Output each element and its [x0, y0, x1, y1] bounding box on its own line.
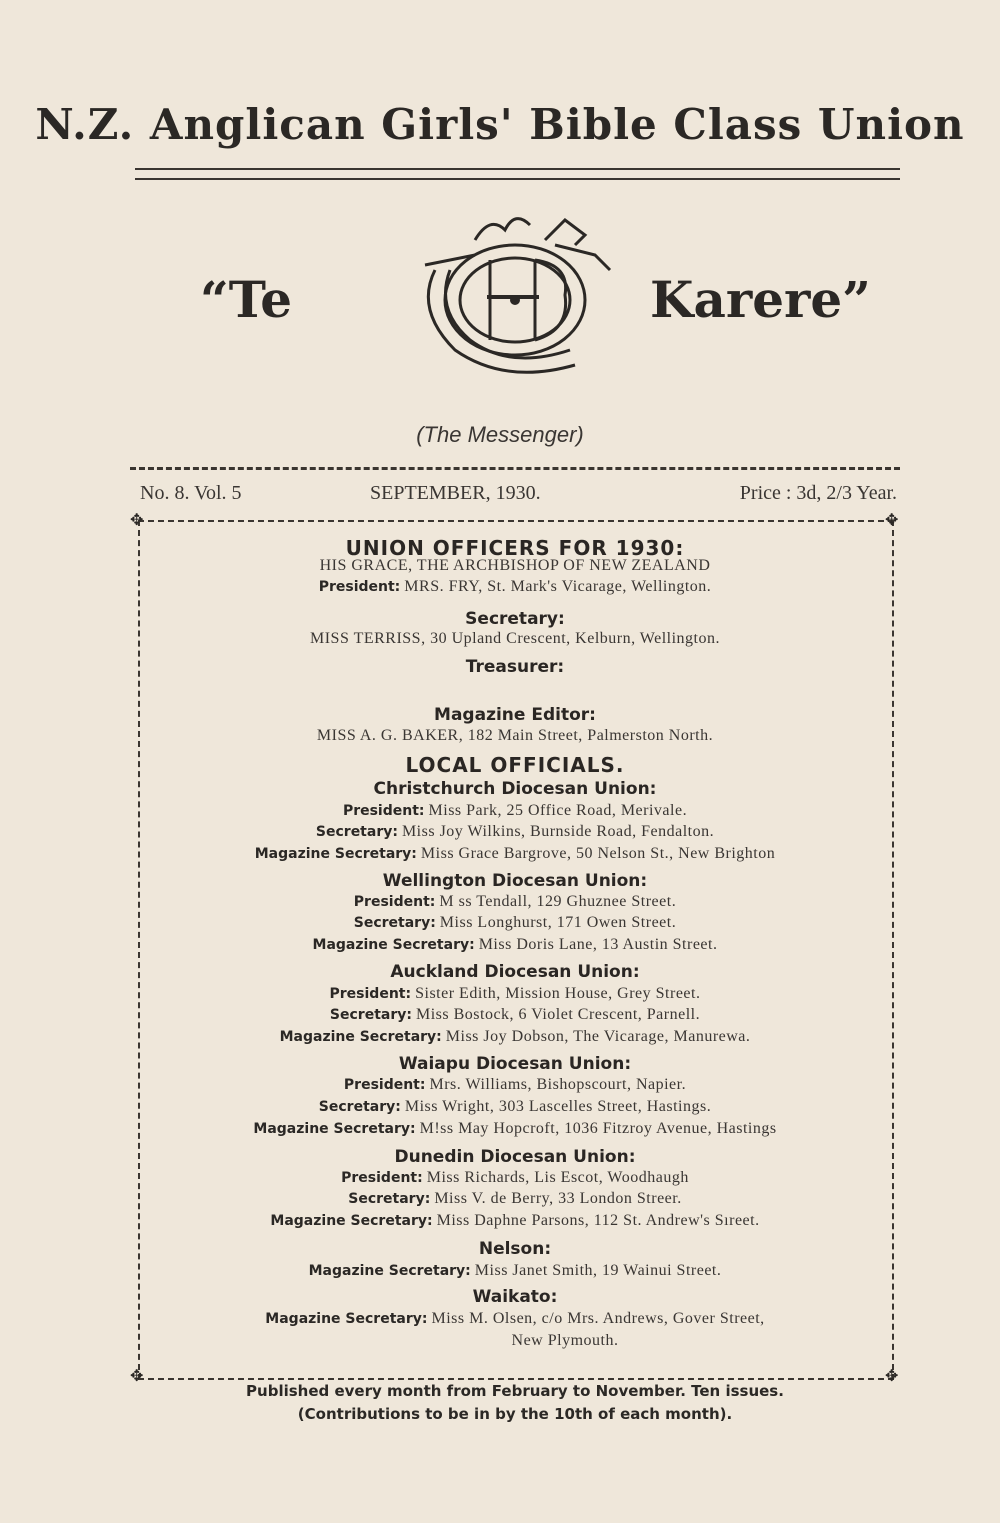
row-value: Miss Park, 25 Office Road, Merivale.: [428, 802, 688, 819]
row-label: Magazine Secretary:: [312, 937, 475, 953]
union-row: [140, 1169, 890, 1187]
row-value: Sister Edith, Mission House, Grey Street.: [415, 985, 701, 1002]
cross-fleury-ornament-icon: ✥: [885, 1368, 899, 1385]
footer-line-1: Published every month from February to November. Ten issues.: [246, 1382, 784, 1400]
union-name: Dunedin Diocesan Union:: [394, 1147, 636, 1167]
row-label: Magazine Secretary:: [253, 1121, 416, 1137]
footer-line-2: (Contributions to be in by the 10th of each month).: [297, 1405, 733, 1423]
row-label: Secretary:: [315, 824, 398, 840]
row-value: Miss Grace Bargrove, 50 Nelson St., New Brighton: [420, 845, 776, 862]
abc-monogram-emblem-icon: [395, 200, 635, 400]
row-value: Mrs. Williams, Bishopscourt, Napier.: [429, 1076, 687, 1093]
title-te: “Te: [200, 270, 293, 329]
masthead-rule: [135, 168, 900, 180]
union-row: [140, 1076, 890, 1094]
row-value: Miss Bostock, 6 Violet Crescent, Parnell.: [415, 1006, 701, 1023]
union-row: [140, 1212, 890, 1230]
union-name: Wellington Diocesan Union:: [382, 871, 648, 891]
local-officials-heading: LOCAL OFFICIALS.: [405, 753, 625, 777]
divider-top: [130, 467, 900, 470]
subtitle: (The Messenger): [416, 422, 584, 447]
row-value: Miss Daphne Parsons, 112 St. Andrew's Sıreet.: [436, 1212, 760, 1229]
union-row: [140, 802, 890, 820]
row-label: Magazine Secretary:: [279, 1029, 442, 1045]
row-value: Miss Joy Wilkins, Burnside Road, Fendalton.: [401, 823, 715, 840]
president-value: MRS. FRY, St. Mark's Vicarage, Wellington.: [404, 578, 712, 595]
row-label: Magazine Secretary:: [254, 846, 417, 862]
union-row: [140, 1190, 890, 1208]
row-label: Secretary:: [348, 1191, 431, 1207]
union-row: [140, 1310, 890, 1328]
row-value: Miss Longhurst, 171 Owen Street.: [439, 914, 677, 931]
archbishop-line: HIS GRACE, THE ARCHBISHOP OF NEW ZEALAND: [319, 557, 711, 574]
union-row: [140, 936, 890, 954]
row-value: Miss V. de Berry, 33 London Streer.: [434, 1190, 682, 1207]
union-name: Nelson:: [478, 1239, 552, 1259]
row-label: Secretary:: [318, 1099, 401, 1115]
union-row: [140, 1028, 890, 1046]
row-label: Magazine Secretary:: [270, 1213, 433, 1229]
row-label: President:: [342, 803, 425, 819]
row-value: Miss Richards, Lis Escot, Woodhaugh: [426, 1169, 689, 1186]
cross-fleury-ornament-icon: ✥: [130, 1368, 144, 1385]
secretary-heading: Secretary:: [465, 609, 565, 629]
union-name: Christchurch Diocesan Union:: [373, 779, 657, 799]
union-row: [140, 1262, 890, 1280]
cross-fleury-ornament-icon: ✥: [885, 512, 899, 529]
union-row: [140, 1120, 890, 1138]
waikato-continued: New Plymouth.: [511, 1332, 619, 1349]
row-label: President:: [353, 894, 436, 910]
union-row: [140, 893, 890, 911]
row-label: President:: [329, 986, 412, 1002]
editor-value: MISS A. G. BAKER, 182 Main Street, Palmerston North.: [316, 727, 714, 744]
row-value: Miss M. Olsen, c/o Mrs. Andrews, Gover Street,: [431, 1310, 765, 1327]
row-label: Magazine Secretary:: [308, 1263, 471, 1279]
row-value: Miss Wright, 303 Lascelles Street, Hastings.: [404, 1098, 712, 1115]
officers-heading: UNION OFFICERS FOR 1930:: [345, 536, 685, 560]
president-label: President:: [318, 579, 401, 595]
row-value: Miss Joy Dobson, The Vicarage, Manurewa.: [445, 1028, 751, 1045]
row-label: Secretary:: [353, 915, 436, 931]
union-name: Waiapu Diocesan Union:: [398, 1054, 632, 1074]
issue-date: SEPTEMBER, 1930.: [370, 482, 541, 504]
union-name: Auckland Diocesan Union:: [390, 962, 640, 982]
row-label: Magazine Secretary:: [265, 1311, 428, 1327]
treasurer-heading: Treasurer:: [465, 657, 565, 677]
union-row: [140, 1098, 890, 1116]
row-value: Miss Janet Smith, 19 Wainui Street.: [474, 1262, 722, 1279]
row-value: M!ss May Hopcroft, 1036 Fitzroy Avenue, Hastings: [419, 1120, 777, 1137]
row-label: President:: [341, 1170, 423, 1186]
union-row: [140, 823, 890, 841]
union-row: [140, 985, 890, 1003]
union-row: [140, 1006, 890, 1024]
row-value: M ss Tendall, 129 Ghuznee Street.: [439, 893, 677, 910]
issue-number: No. 8. Vol. 5: [140, 482, 242, 504]
cross-fleury-ornament-icon: ✥: [130, 512, 144, 529]
masthead-title: N.Z. Anglican Girls' Bible Class Union: [35, 100, 965, 149]
issue-price: Price : 3d, 2/3 Year.: [739, 482, 897, 504]
row-value: Miss Doris Lane, 13 Austin Street.: [478, 936, 718, 953]
secretary-value: MISS TERRISS, 30 Upland Crescent, Kelburn, Wellington.: [310, 630, 720, 647]
union-name: Waikato:: [472, 1287, 558, 1307]
union-row: [140, 914, 890, 932]
editor-heading: Magazine Editor:: [434, 705, 596, 725]
title-karere: Karere”: [650, 270, 871, 329]
row-label: President:: [343, 1077, 426, 1093]
president-row: [140, 578, 890, 596]
row-label: Secretary:: [329, 1007, 412, 1023]
union-row: [140, 845, 890, 863]
